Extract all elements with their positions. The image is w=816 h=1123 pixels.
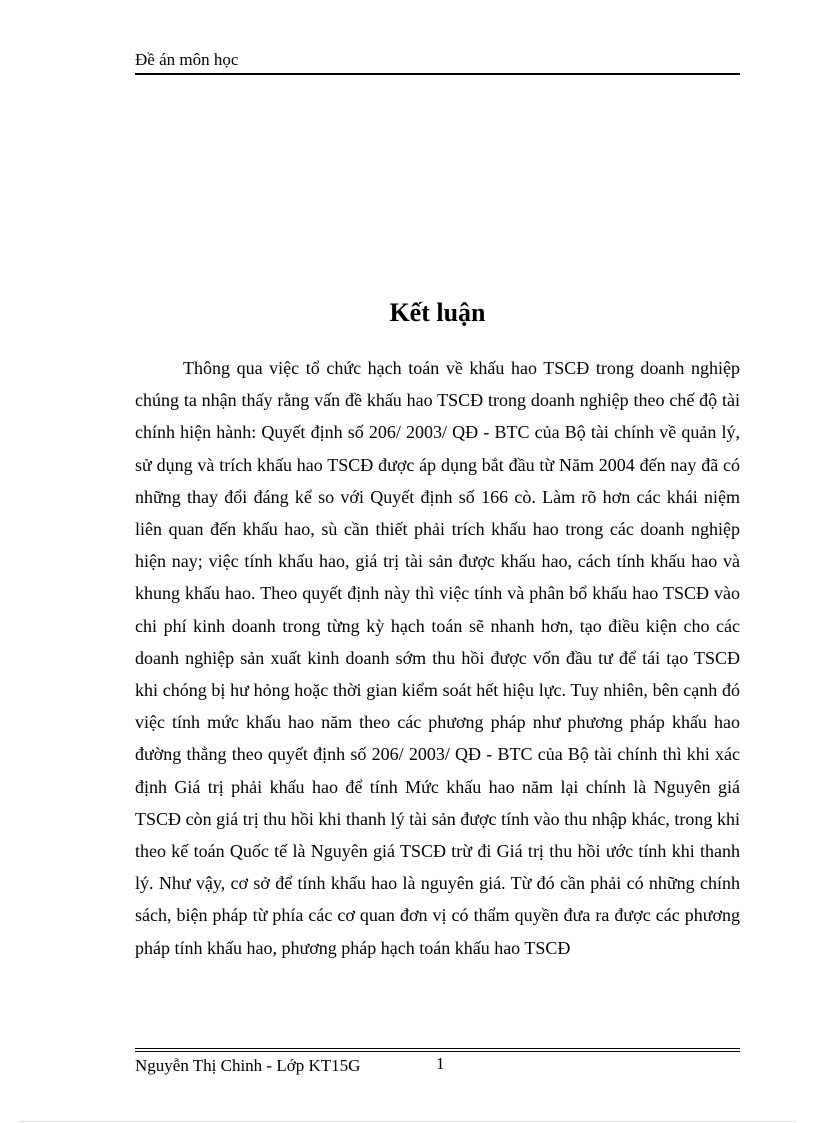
page-number: 1	[436, 1054, 445, 1073]
header-title: Đề án môn học	[135, 50, 239, 69]
body-paragraph: Thông qua việc tổ chức hạch toán về khấu hao TSCĐ trong doanh nghiệp chúng ta nhận thấy rằng vấn đề khấu hao TSCĐ trong doanh nghiệp theo chế độ tài chính hiện hành: Quyết định số 206/ 2003/ QĐ - BTC của Bộ tài chính về quản lý, sử dụng và trích khấu hao TSCĐ được áp dụng bắt đầu từ Năm 2004 đến nay đã có những thay đổi đáng kể so với Quyết định số 166 cò. Làm rõ hơn các khái niệm liên quan đến khấu hao, sù cần thiết phải trích khấu hao trong các doanh nghiệp hiện nay; việc tính khấu hao, giá trị tài sản được khấu hao, cách tính khấu hao và khung khấu hao. Theo quyết định này thì việc tính và phân bổ khấu hao TSCĐ vào chi phí kinh doanh trong từng kỳ hạch toán sẽ nhanh hơn, tạo điều kiện cho các doanh nghiệp sản xuất kinh doanh sớm thu hồi được vốn đầu tư để tái tạo TSCĐ khi chóng bị hư hỏng hoặc thời gian kiểm soát hết hiệu lực. Tuy nhiên, bên cạnh đó việc tính mức khấu hao năm theo các phương pháp như phương pháp khấu hao đường thẳng theo quyết định số 206/ 2003/ QĐ - BTC của Bộ tài chính thì khi xác định Giá trị phải khấu hao để tính Mức khấu hao năm lại chính là Nguyên giá TSCĐ còn giá trị thu hồi khi thanh lý tài sản được tính vào thu nhập khác, trong khi theo kế toán Quốc tế là Nguyên giá TSCĐ trừ đi Giá trị thu hồi ước tính khi thanh lý. Như vậy, cơ sở để tính khấu hao là nguyên giá. Từ đó cần phải có những chính sách, biện pháp từ phía các cơ quan đơn vị có thẩm quyền đưa ra được các phương pháp tính khấu hao, phương pháp hạch toán khấu hao TSCĐ	[135, 358, 740, 958]
page-title: Kết luận	[389, 298, 486, 327]
page-bottom-edge	[20, 1121, 796, 1122]
footer-divider-top	[135, 1048, 740, 1049]
footer-author: Nguyễn Thị Chinh - Lớp KT15G	[135, 1056, 361, 1075]
page-header	[135, 49, 740, 75]
footer-divider-bottom	[135, 1051, 740, 1052]
